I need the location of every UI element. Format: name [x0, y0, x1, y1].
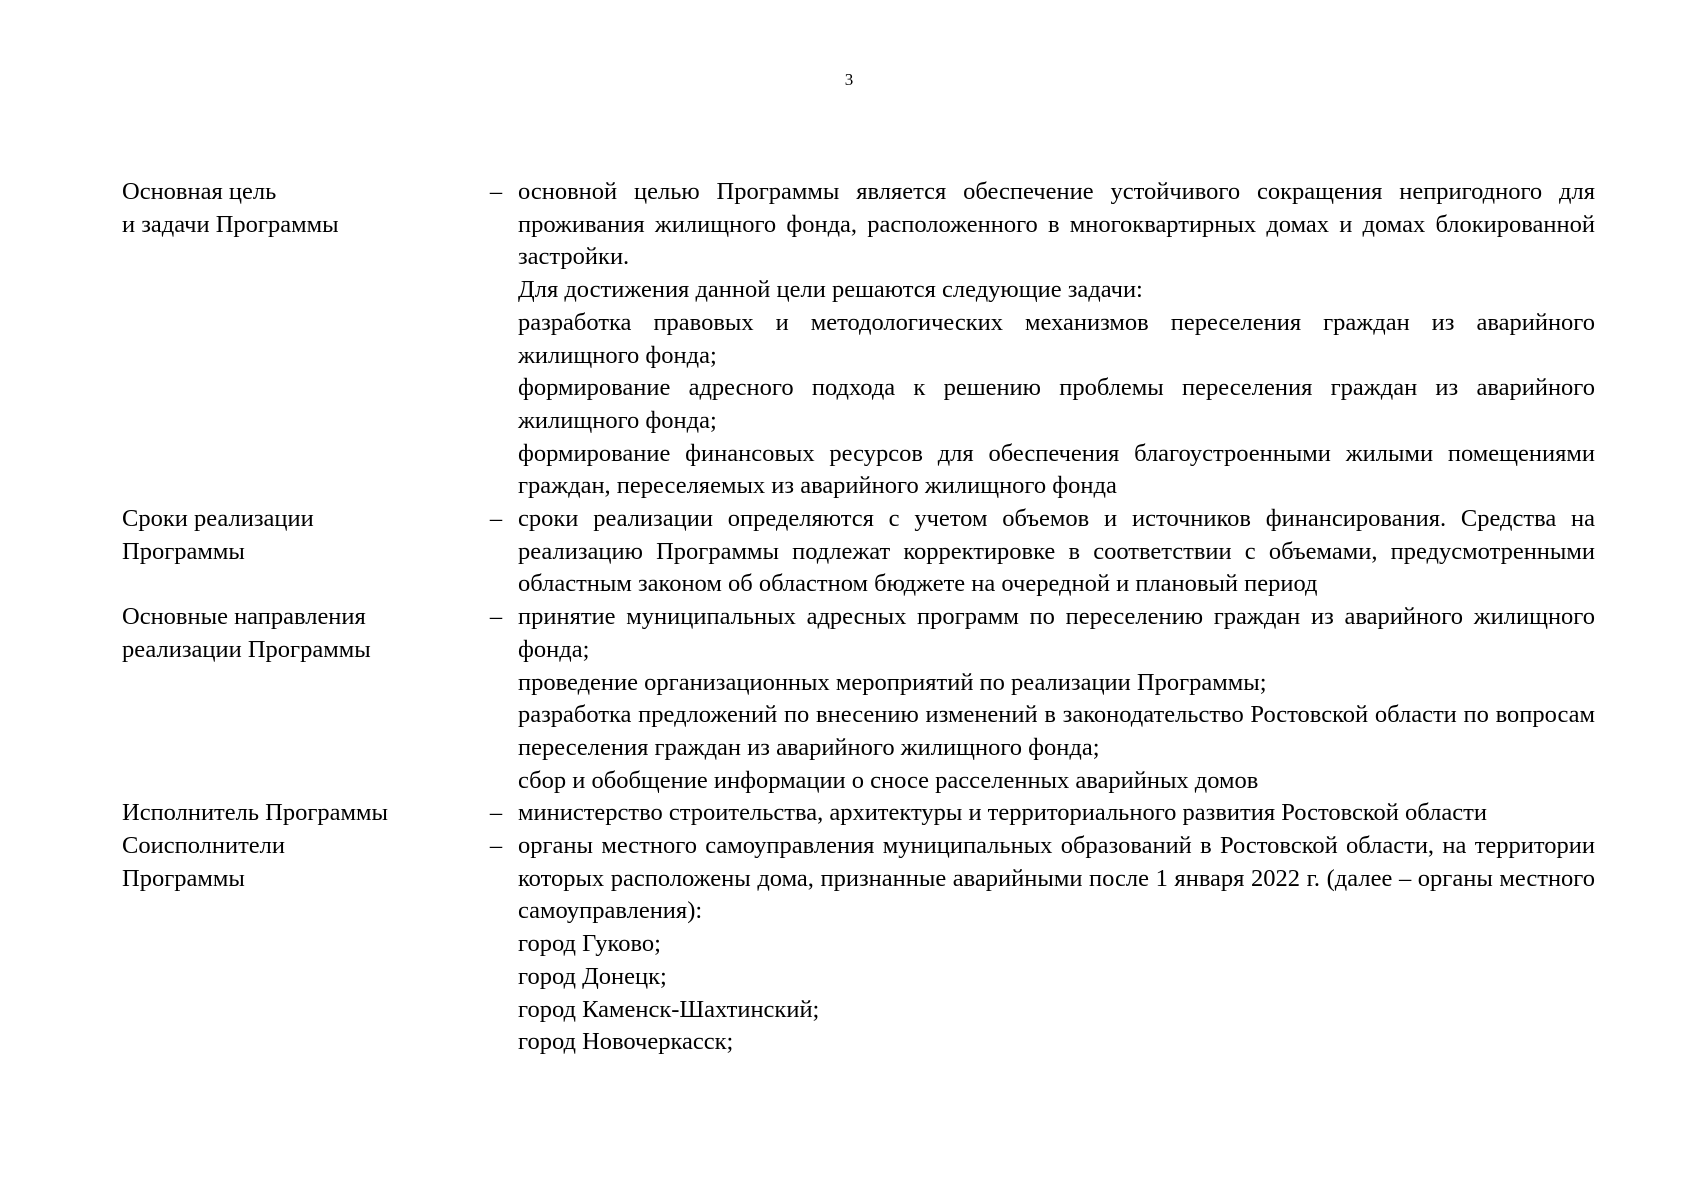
row-label — [122, 830, 474, 895]
row-content — [518, 601, 1595, 797]
paragraph: органы местного самоуправления муниципальных образований в Ростовской области, на территории которых расположены дома, признанные аварийными после 1 января 2022 г. (далее – органы местного самоуправления): — [518, 832, 1595, 925]
paragraph: сбор и обобщение информации о сносе расселенных аварийных домов — [518, 766, 1259, 794]
row-label-line: Программы — [122, 537, 245, 565]
passport-row-timeframe — [122, 503, 1595, 601]
row-content — [518, 797, 1595, 830]
row-label — [122, 601, 474, 666]
paragraph: министерство строительства, архитектуры и территориального развития Ростовской области — [518, 799, 1487, 827]
row-content — [518, 830, 1595, 1059]
passport-row-goal — [122, 176, 1595, 503]
paragraph: принятие муниципальных адресных программ по переселению граждан из аварийного жилищного фонда; — [518, 603, 1595, 663]
row-label-line: Сроки реализации — [122, 505, 314, 533]
paragraph: город Гуково; — [518, 930, 661, 958]
program-passport-table — [122, 176, 1595, 1059]
paragraph: проведение организационных мероприятий по реализации Программы; — [518, 668, 1267, 696]
row-label-line: Исполнитель Программы — [122, 799, 388, 827]
paragraph: сроки реализации определяются с учетом объемов и источников финансирования. Средства на реализацию Программы подлежат корректировке в соответствии с объемами, предусмотренными областным законом об областном бюджете на очередной и плановый период — [518, 505, 1595, 598]
paragraph: формирование финансовых ресурсов для обеспечения благоустроенными жилыми помещениями граждан, переселяемых из аварийного жилищного фонда — [518, 439, 1595, 500]
row-dash: – — [489, 505, 503, 533]
row-dash: – — [489, 178, 503, 205]
row-dash: – — [489, 799, 503, 827]
row-label-line: Основная цель — [122, 178, 277, 205]
paragraph: разработка предложений по внесению изменений в законодательство Ростовской области по вопросам переселения граждан из аварийного жилищного фонда; — [518, 701, 1595, 761]
row-label-line: Основные направления — [122, 603, 366, 631]
page-number: 3 — [844, 70, 854, 89]
row-content — [518, 176, 1595, 503]
row-content — [518, 503, 1595, 601]
row-label-line: и задачи Программы — [122, 210, 339, 238]
paragraph: основной целью Программы является обеспечение устойчивого сокращения непригодного для проживания жилищного фонда, расположенного в многоквартирных домах и домах блокированной застройки. — [518, 178, 1595, 271]
row-dash: – — [489, 832, 503, 860]
row-label — [122, 176, 474, 241]
passport-row-executor — [122, 797, 1595, 830]
paragraph: город Донецк; — [518, 962, 667, 990]
passport-row-co-executors — [122, 830, 1595, 1059]
passport-row-directions — [122, 601, 1595, 797]
row-label — [122, 503, 474, 568]
row-label-line: Соисполнители — [122, 832, 285, 860]
row-dash: – — [489, 603, 503, 631]
row-label-line: Программы — [122, 864, 245, 892]
paragraph: Для достижения данной цели решаются следующие задачи: — [518, 276, 1143, 304]
paragraph: формирование адресного подхода к решению проблемы переселения граждан из аварийного жилищного фонда; — [518, 374, 1595, 434]
paragraph: город Новочеркасск; — [518, 1028, 734, 1056]
paragraph: город Каменск-Шахтинский; — [518, 995, 820, 1023]
row-label — [122, 797, 474, 830]
paragraph: разработка правовых и методологических механизмов переселения граждан из аварийного жилищного фонда; — [518, 308, 1595, 369]
row-label-line: реализации Программы — [122, 635, 371, 663]
